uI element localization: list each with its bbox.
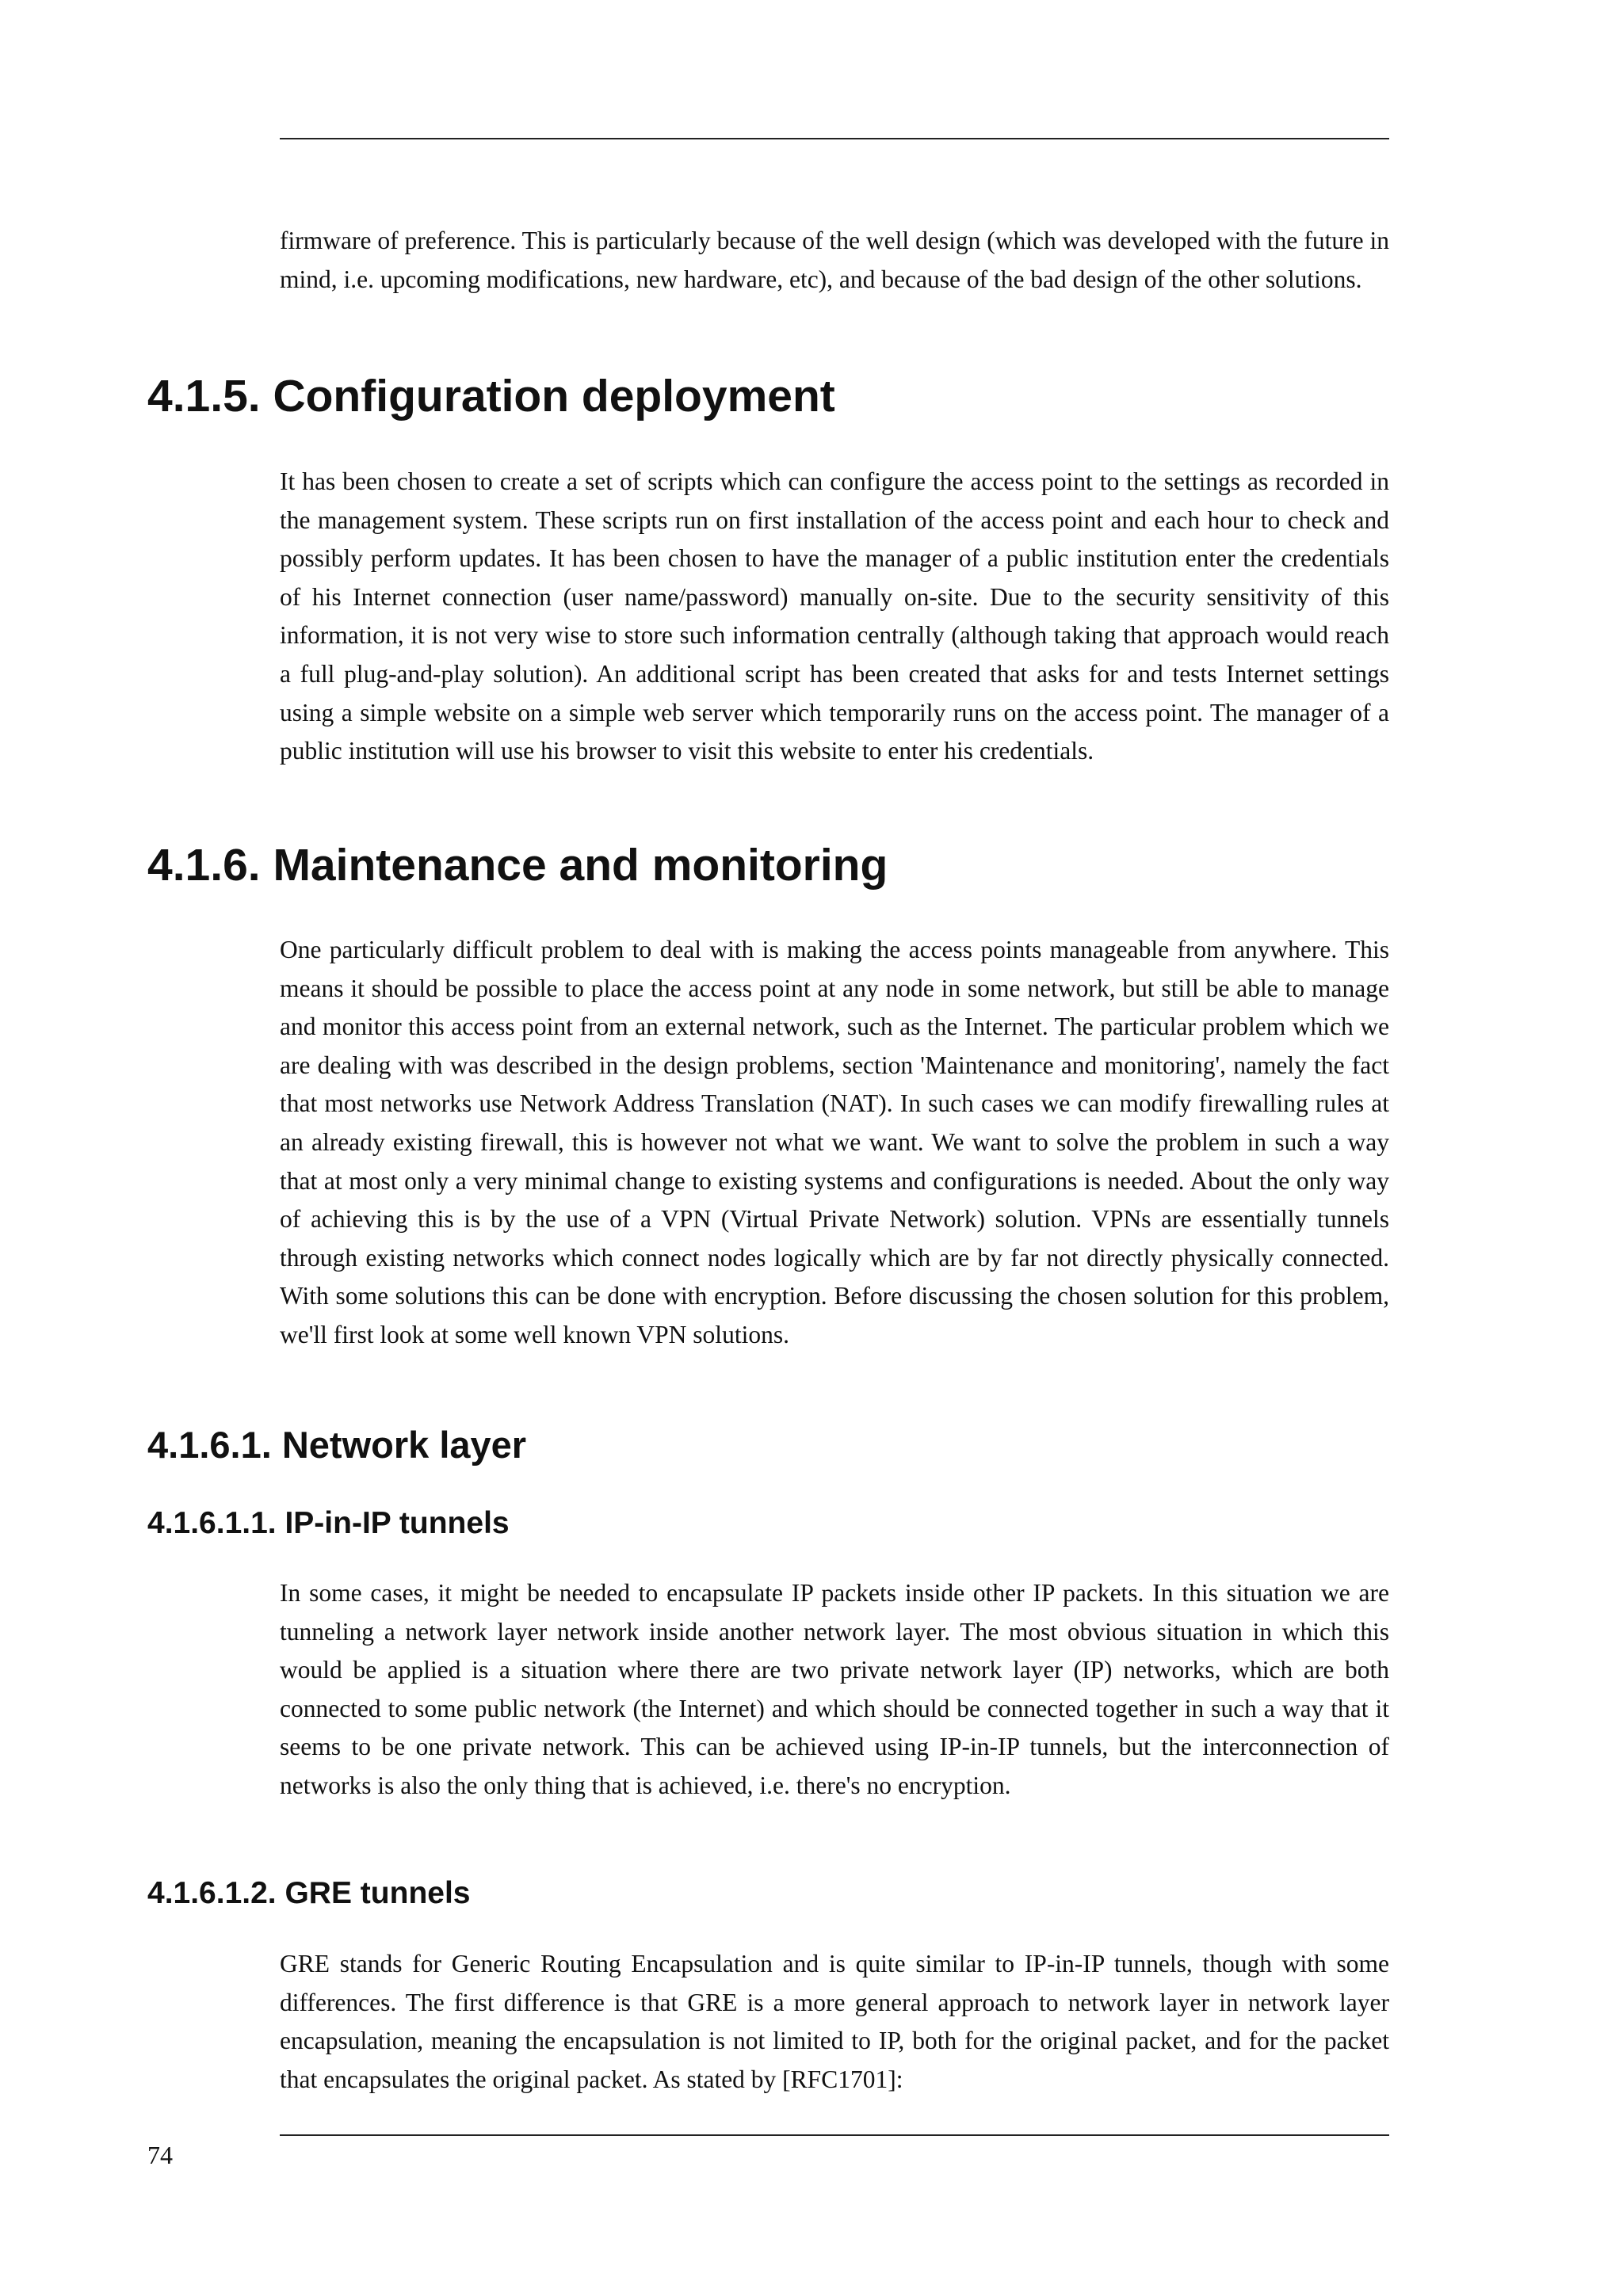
configuration-deployment-paragraph: It has been chosen to create a set of scripts which can configure the access point to the settings as recorded in the management system. These scripts run on first installation of the access point and each hour to check and possibly perform updates. It has been chosen to have the manager of a public institution enter the credentials of his Internet connection (user name/password) manually on-site. Due to the security sensitivity of this information, it is not very wise to store such information centrally (although taking that approach would reach a full plug-and-play solution). An additional script has been created that asks for and tests Internet settings using a simple website on a simple web server which temporarily runs on the access point. The manager of a public institution will use his browser to visit this website to enter his credentials. [280,467,1389,765]
page-number: 74 [147,2141,173,2169]
section-heading-configuration-deployment: 4.1.5. Configuration deployment [147,371,835,421]
footer-rule [280,2134,1389,2136]
ip-in-ip-paragraph: In some cases, it might be needed to encapsulate IP packets inside other IP packets. In this situation we are tunneling a network layer network inside another network layer. The most obvious situation in which this would be applied is a situation where there are two private network layer (IP) networks, which are both connected to some public network (the Internet) and which should be connected together in such a way that it seems to be one private network. This can be achieved using IP-in-IP tunnels, but the interconnection of networks is also the only thing that is achieved, i.e. there's no encryption. [280,1579,1389,1799]
subsection-heading-network-layer: 4.1.6.1. Network layer [147,1424,527,1466]
section-heading-maintenance-monitoring: 4.1.6. Maintenance and monitoring [147,840,888,891]
gre-paragraph: GRE stands for Generic Routing Encapsulation and is quite similar to IP-in-IP tunnels, though with some differences. The first difference is that GRE is a more general approach to network layer in network layer encapsulation, meaning the encapsulation is not limited to IP, both for the original packet, and for the packet that encapsulates the original packet. As stated by [RFC1701]: [280,1950,1389,2093]
header-rule [280,138,1389,139]
subsubsection-heading-ip-in-ip: 4.1.6.1.1. IP-in-IP tunnels [147,1506,510,1540]
intro-paragraph: firmware of preference. This is particularly because of the well design (which was developed with the future in mind, i.e. upcoming modifications, new hardware, etc), and because of the bad design of the other solutions. [280,227,1389,293]
maintenance-monitoring-paragraph: One particularly difficult problem to deal with is making the access points manageable from anywhere. This means it should be possible to place the access point at any node in some network, but still be able to manage and monitor this access point from an external network, such as the Internet. The particular problem which we are dealing with was described in the design problems, section 'Maintenance and monitoring', namely the fact that most networks use Network Address Translation (NAT). In such cases we can modify firewalling rules at an already existing firewall, this is however not what we want. We want to solve the problem in such a way that at most only a very minimal change to existing systems and configurations is needed. About the only way of achieving this is by the use of a VPN (Virtual Private Network) solution. VPNs are essentially tunnels through existing networks which connect nodes logically which are by far not directly physically connected. With some solutions this can be done with encryption. Before discussing the chosen solution for this problem, we'll first look at some well known VPN solutions. [280,936,1389,1348]
subsubsection-heading-gre: 4.1.6.1.2. GRE tunnels [147,1876,471,1910]
